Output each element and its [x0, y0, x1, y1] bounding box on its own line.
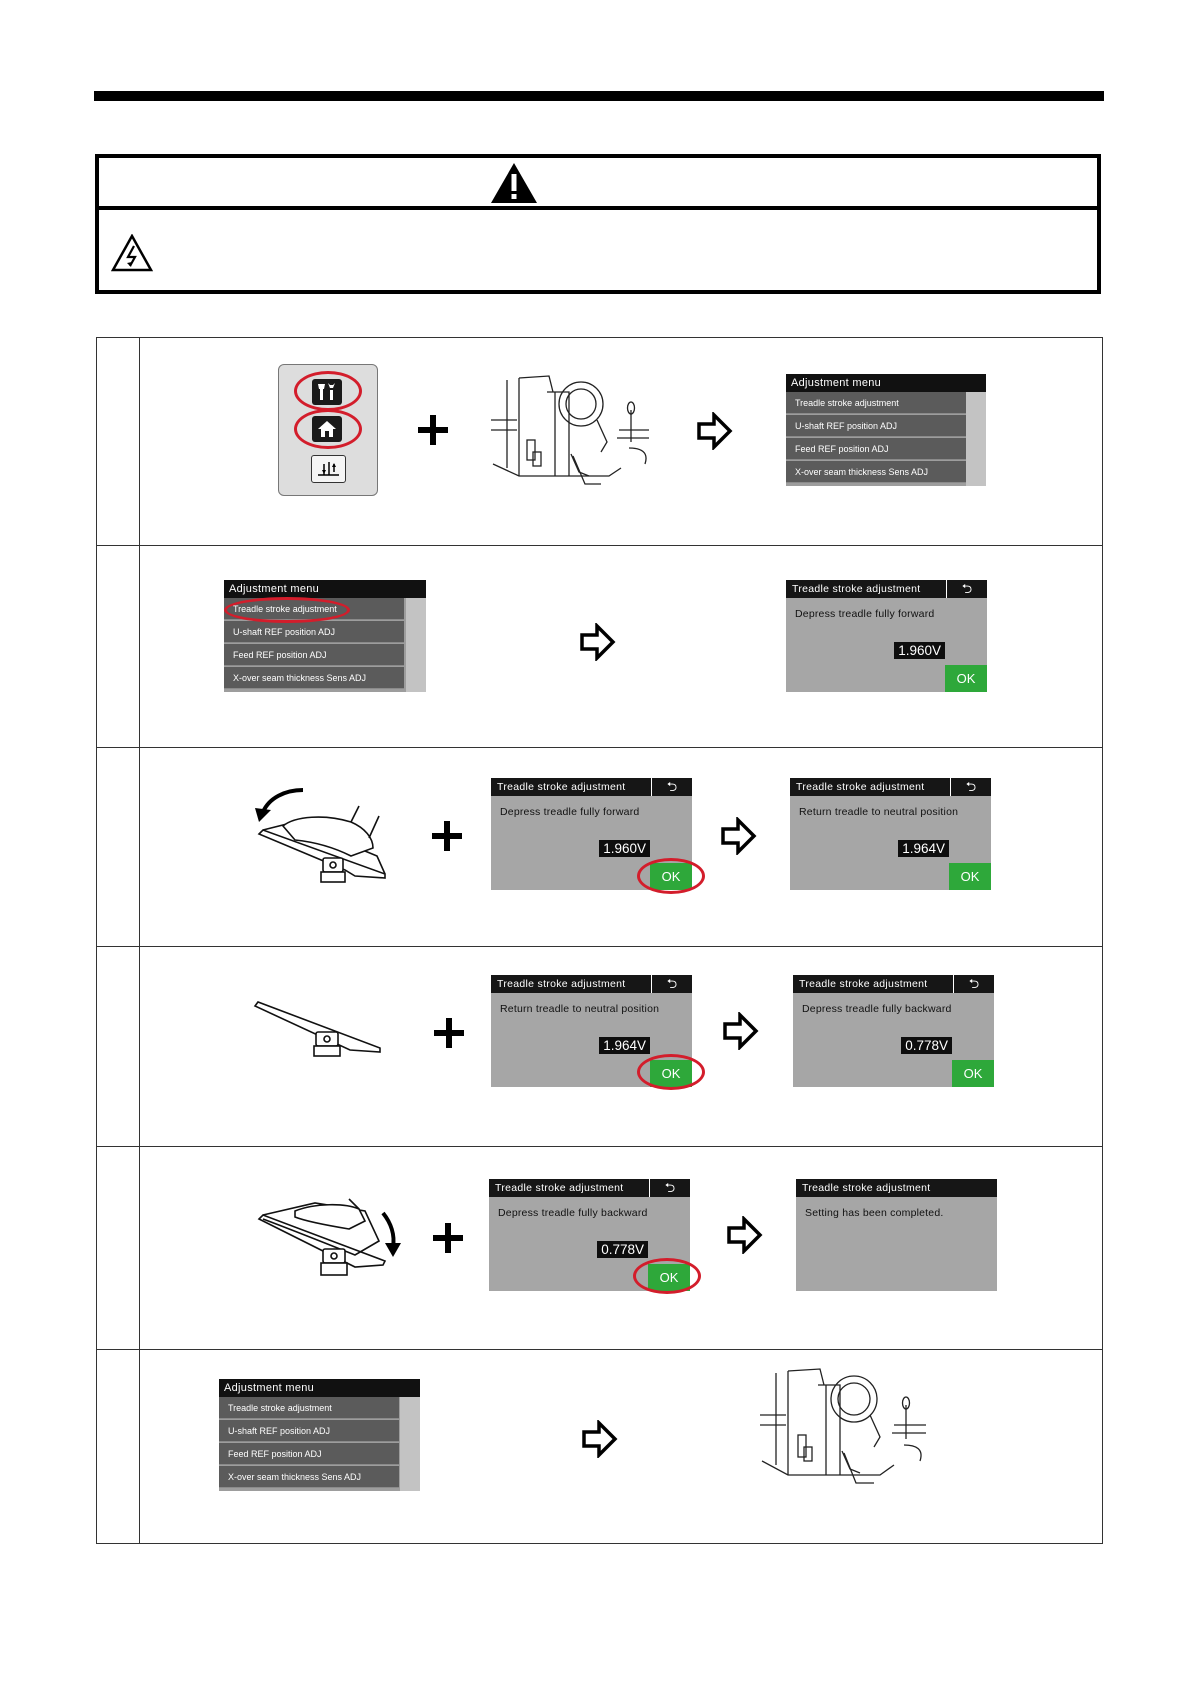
menu-item[interactable]: U-shaft REF position ADJ	[786, 415, 966, 437]
steps-table	[96, 337, 1103, 1544]
menu-item[interactable]: U-shaft REF position ADJ	[219, 1420, 399, 1442]
screen-title: Treadle stroke adjustment	[796, 1179, 997, 1197]
screen-message: Depress treadle fully forward	[795, 608, 935, 620]
plus-icon	[418, 415, 448, 445]
header-rule	[94, 91, 1104, 101]
plus-icon	[433, 1223, 463, 1253]
menu-item[interactable]: Feed REF position ADJ	[786, 438, 966, 460]
thread-tension-button[interactable]	[311, 455, 346, 483]
highlight-ellipse	[224, 597, 350, 623]
return-icon[interactable]: ⮌	[649, 1179, 690, 1197]
menu-item[interactable]: Treadle stroke adjustment	[786, 392, 966, 414]
menu-title: Adjustment menu	[224, 580, 426, 598]
screen-message: Return treadle to neutral position	[500, 1003, 660, 1015]
menu-item[interactable]: U-shaft REF position ADJ	[224, 621, 404, 643]
sewing-machine-illustration	[489, 372, 649, 494]
highlight-ellipse	[294, 371, 362, 411]
voltage-value: 1.960V	[894, 642, 945, 659]
plus-icon	[434, 1018, 464, 1048]
return-icon[interactable]: ⮌	[953, 975, 994, 993]
menu-item[interactable]: X-over seam thickness Sens ADJ	[786, 461, 966, 483]
arrow-right-icon	[696, 412, 734, 450]
screen-title: Treadle stroke adjustment	[793, 975, 994, 993]
highlight-ellipse	[637, 858, 705, 894]
menu-item[interactable]: Treadle stroke adjustment	[219, 1397, 399, 1419]
screen-message: Depress treadle fully backward	[498, 1207, 648, 1219]
arrow-right-icon	[720, 817, 758, 855]
voltage-value: 0.778V	[901, 1037, 952, 1054]
arrow-right-icon	[722, 1012, 760, 1050]
treadle-backward-illustration	[255, 1195, 405, 1287]
screen-message: Depress treadle fully backward	[802, 1003, 952, 1015]
treadle-screen	[786, 580, 987, 692]
highlight-ellipse	[637, 1054, 705, 1090]
screen-title: Treadle stroke adjustment	[491, 975, 692, 993]
arrow-right-icon	[726, 1216, 764, 1254]
voltage-value: 1.964V	[599, 1037, 650, 1054]
return-icon[interactable]: ⮌	[950, 778, 991, 796]
highlight-ellipse	[294, 409, 362, 449]
plus-icon	[432, 821, 462, 851]
voltage-value: 0.778V	[597, 1241, 648, 1258]
voltage-value: 1.960V	[599, 840, 650, 857]
menu-item[interactable]: Feed REF position ADJ	[219, 1443, 399, 1465]
screen-message: Return treadle to neutral position	[799, 806, 959, 818]
voltage-value: 1.964V	[898, 840, 949, 857]
screen-title: Treadle stroke adjustment	[489, 1179, 690, 1197]
ok-button[interactable]: OK	[949, 863, 991, 890]
thread-tension-icon	[312, 456, 345, 482]
screen-title: Treadle stroke adjustment	[790, 778, 991, 796]
ok-button[interactable]: OK	[945, 665, 987, 692]
number-column	[139, 338, 140, 1543]
screen-title: Treadle stroke adjustment	[491, 778, 692, 796]
treadle-screen	[790, 778, 991, 890]
warning-triangle-icon	[490, 162, 538, 204]
menu-scrollbar[interactable]	[966, 392, 986, 486]
menu-item[interactable]: X-over seam thickness Sens ADJ	[224, 667, 404, 689]
ok-button[interactable]: OK	[650, 1060, 692, 1087]
ok-button[interactable]: OK	[650, 863, 692, 890]
screen-message: Setting has been completed.	[805, 1207, 944, 1219]
warning-header	[99, 158, 1097, 210]
ok-button[interactable]: OK	[952, 1060, 994, 1087]
screen-message: Depress treadle fully forward	[500, 806, 640, 818]
adjustment-menu-screen	[224, 580, 426, 692]
highlight-ellipse	[633, 1258, 701, 1294]
menu-item[interactable]: X-over seam thickness Sens ADJ	[219, 1466, 399, 1488]
screen-title: Treadle stroke adjustment	[786, 580, 987, 598]
electric-shock-icon	[111, 234, 153, 272]
return-icon[interactable]: ⮌	[651, 975, 692, 993]
adjustment-menu-screen	[219, 1379, 420, 1491]
menu-scrollbar[interactable]	[400, 1397, 420, 1491]
treadle-screen	[793, 975, 994, 1087]
menu-title: Adjustment menu	[219, 1379, 420, 1397]
completed-screen	[796, 1179, 997, 1291]
arrow-right-icon	[581, 1420, 619, 1458]
adjustment-menu-screen	[786, 374, 986, 486]
ok-button[interactable]: OK	[648, 1264, 690, 1291]
return-icon[interactable]: ⮌	[651, 778, 692, 796]
return-icon[interactable]: ⮌	[946, 580, 987, 598]
treadle-neutral-illustration	[252, 996, 387, 1060]
menu-item[interactable]: Treadle stroke adjustment	[224, 598, 404, 620]
menu-item[interactable]: Feed REF position ADJ	[224, 644, 404, 666]
warning-box	[95, 154, 1101, 294]
treadle-forward-illustration	[255, 786, 395, 884]
sewing-machine-illustration	[758, 1365, 928, 1491]
menu-scrollbar[interactable]	[406, 598, 426, 692]
menu-title: Adjustment menu	[786, 374, 986, 392]
arrow-right-icon	[579, 623, 617, 661]
